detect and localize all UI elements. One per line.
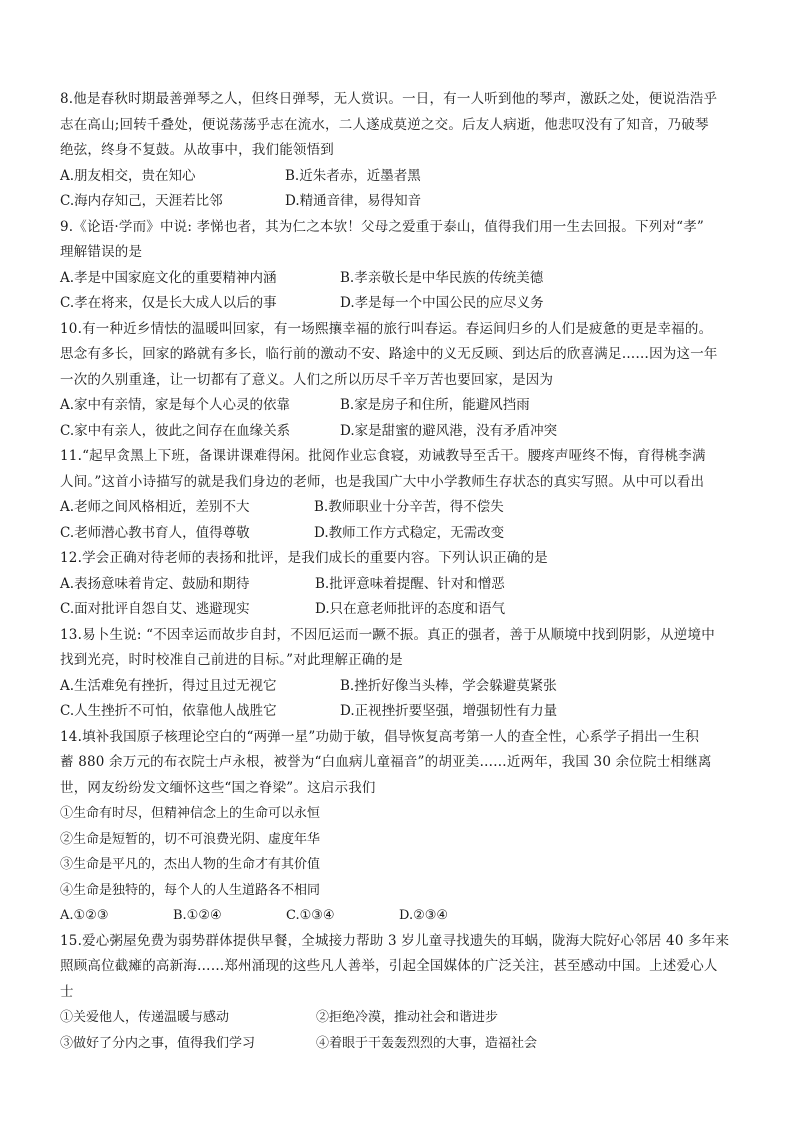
- option-d: D.教师工作方式稳定，无需改变: [314, 524, 505, 541]
- option-b: B.孝亲敬长是中华民族的传统美德: [340, 269, 544, 286]
- question-12-stem-line: 12.学会正确对待老师的表扬和批评，是我们成长的重要内容。下列认识正确的是: [60, 550, 548, 566]
- question-8-options-row: [60, 189, 736, 215]
- question-15-stem-line: 15.爱心粥屋免费为弱势群体提供早餐，全城接力帮助 3 岁儿童寻找遗失的耳蜗，陇海大院好心邻居 40 多年来: [60, 932, 730, 949]
- question-11-options-row: [60, 521, 736, 547]
- question-8-stem-line: 8.他是春秋时期最善弹琴之人，但终日弹琴，无人赏识。一日，有一人听到他的琴声，激跃之处，便说浩浩乎: [60, 91, 718, 107]
- question-15-stem-line: 士: [60, 983, 74, 1000]
- option-d: D.只在意老师批评的态度和语气: [315, 601, 506, 617]
- statement-2: ②拒绝冷漠，推动社会和谐进步: [316, 1010, 499, 1025]
- statement-4: ④着眼于干轰轰烈烈的大事，造福社会: [316, 1035, 538, 1051]
- question-15-statements-row: [60, 1031, 736, 1057]
- question-10-stem-line: 10.有一种近乡情怯的温暖叫回家，有一场熙攘幸福的旅行叫春运。春运间归乡的人们是疲惫的更是幸福的。: [60, 320, 713, 337]
- option-a: A.①②③: [60, 908, 109, 923]
- question-list: [60, 87, 736, 1056]
- question-11-stem-line: 人间。”这首小诗描写的就是我们身边的老师，也是我国广大中小学教师生存状态的真实写照。从中可以看出: [60, 473, 705, 490]
- question-14-stem-line: 世，网友纷纷发文缅怀这些“国之脊梁”。这启示我们: [60, 779, 376, 796]
- option-d: D.②③④: [399, 908, 449, 923]
- statement-3: ③做好了分内之事，值得我们学习: [60, 1035, 256, 1051]
- option-b: B.家是房子和住所，能避风挡雨: [340, 397, 530, 413]
- statement-3: ③生命是平凡的，杰出人物的生命才有其价值: [60, 857, 321, 872]
- option-a: A.表扬意味着肯定、鼓励和期待: [60, 575, 250, 592]
- question-13: [60, 623, 736, 725]
- question-8-options-row: [60, 164, 736, 190]
- question-10: [60, 317, 736, 445]
- question-14: [60, 725, 736, 929]
- option-a: A.老师之间风格相近，差别不大: [60, 499, 250, 515]
- question-11: [60, 444, 736, 546]
- question-15: [60, 929, 736, 1057]
- question-12-options-row: [60, 597, 736, 623]
- option-b: B.近朱者赤，近墨者黑: [285, 167, 421, 184]
- question-15-statements-row: [60, 1005, 736, 1031]
- question-12-options-row: [60, 572, 736, 598]
- question-8-stem-line: 绝弦，终身不复鼓。从故事中，我们能领悟到: [60, 142, 334, 158]
- option-b: B.批评意味着提醒、针对和憎恶: [315, 575, 505, 592]
- option-a: A.生活难免有挫折，得过且过无视它: [60, 677, 277, 694]
- statement-4: ④生命是独特的，每个人的人生道路各不相同: [60, 882, 321, 898]
- question-14-options-row: [60, 903, 736, 929]
- option-a: A.孝是中国家庭文化的重要精神内涵: [60, 269, 277, 286]
- option-c: C.海内存知己，天涯若比邻: [60, 193, 223, 209]
- option-c: C.①③④: [286, 908, 335, 923]
- question-13-options-row: [60, 699, 736, 725]
- question-9: [60, 215, 736, 317]
- option-d: D.家是甜蜜的避风港，没有矛盾冲突: [340, 422, 558, 439]
- question-10-stem-line: 一次的久别重逢，让一切都有了意义。人们之所以历尽千辛万苦也要回家，是因为: [60, 371, 554, 388]
- option-a: A.朋友相交，贵在知心: [60, 167, 196, 184]
- option-b: B.①②④: [173, 908, 222, 923]
- option-d: D.正视挫折要坚强，增强韧性有力量: [340, 703, 558, 719]
- statement-1: ①关爱他人，传递温暖与感动: [60, 1010, 230, 1025]
- question-9-options-row: [60, 266, 736, 292]
- option-b: B.挫折好像当头棒，学会躲避莫紧张: [340, 677, 557, 694]
- question-11-options-row: [60, 495, 736, 521]
- question-10-options-row: [60, 419, 736, 445]
- question-9-options-row: [60, 291, 736, 317]
- question-9-stem-line: 9.《论语·学而》中说: 孝悌也者，其为仁之本欤！父母之爱重于泰山，值得我们用一生去回报。下列对“孝”: [60, 218, 705, 235]
- question-13-stem-line: 13.易卜生说: “不因幸运而故步自封，不因厄运而一蹶不振。真正的强者，善于从顺境中找到阴影，从逆境中: [60, 626, 715, 643]
- question-10-options-row: [60, 393, 736, 419]
- option-c: C.老师潜心教书育人，值得尊敬: [60, 524, 250, 541]
- question-14-stem-line: 14.填补我国原子核理论空白的“两弹一星”功勋于敏，倡导恢复高考第一人的查全性，心系学子捐出一生积: [60, 728, 700, 745]
- statement-2: ②生命是短暂的，切不可浪费光阴、虚度年华: [60, 831, 321, 847]
- question-8-stem-line: 志在高山;回转千叠处，便说荡荡乎志在流水，二人遂成莫逆之交。后友人病逝，他悲叹没有了知音，乃破琴: [60, 116, 709, 133]
- question-15-stem-line: 照顾高位截瘫的高新海……郑州涌现的这些凡人善举，引起全国媒体的广泛关注，甚至感动中国。上述爱心人: [60, 958, 718, 974]
- question-8: [60, 87, 736, 215]
- question-12: [60, 546, 736, 623]
- question-10-stem-line: 思念有多长，回家的路就有多长，临行前的激动不安、路途中的义无反顾、到达后的欣喜满足……因为这一年: [60, 346, 718, 362]
- option-c: C.家中有亲人，彼此之间存在血缘关系: [60, 422, 291, 439]
- question-11-stem-line: 11.“起早贪黑上下班，备课讲课难得闲。批阅作业忘食寝，劝诫教导至舌干。腰疼声哑终不悔，育得桃李满: [60, 448, 706, 464]
- question-13-stem-line: 找到光亮，时时校准自己前进的目标。”对此理解正确的是: [60, 652, 403, 668]
- option-c: C.面对批评自怨自艾、逃避现实: [60, 601, 250, 617]
- option-b: B.教师职业十分辛苦，得不偿失: [314, 499, 504, 515]
- option-d: D.孝是每一个中国公民的应尽义务: [340, 295, 544, 311]
- question-9-stem-line: 理解错误的是: [60, 244, 143, 260]
- statement-1: ①生命有时尽，但精神信念上的生命可以永恒: [60, 806, 321, 821]
- option-a: A.家中有亲情，家是每个人心灵的依靠: [60, 397, 291, 413]
- question-13-options-row: [60, 674, 736, 700]
- option-c: C.孝在将来，仅是长大成人以后的事: [60, 295, 277, 311]
- question-14-stem-line: 蓄 880 余万元的布衣院士卢永根，被誉为“白血病儿童福音”的胡亚美……近两年，我国 30 余位院士相继离: [60, 754, 712, 770]
- option-c: C.人生挫折不可怕，依靠他人战胜它: [60, 703, 277, 719]
- option-d: D.精通音律，易得知音: [285, 193, 422, 209]
